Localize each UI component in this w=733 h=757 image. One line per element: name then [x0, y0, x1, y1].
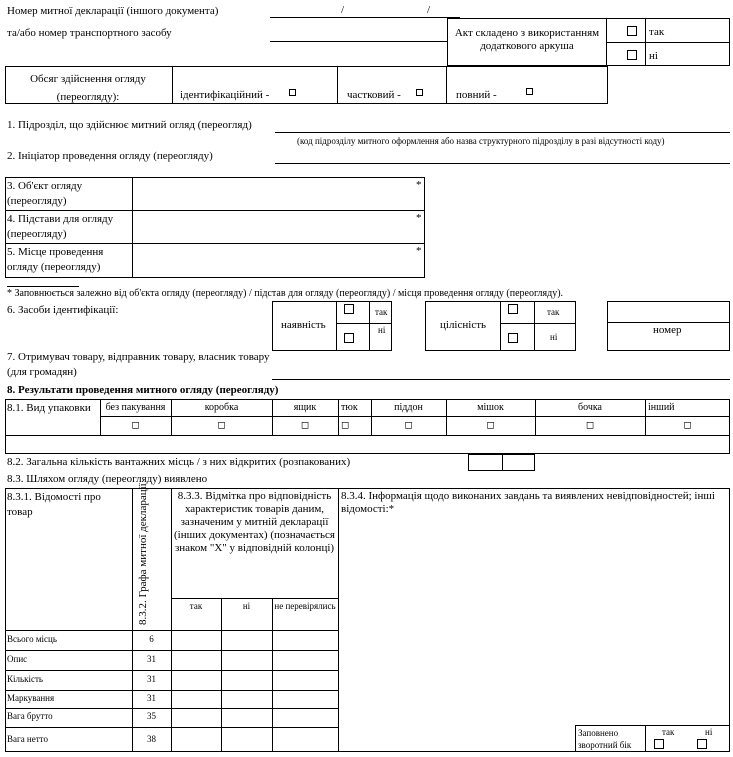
findings-input[interactable]	[340, 520, 728, 724]
number-label: номер	[653, 324, 682, 336]
transport-number-input[interactable]	[271, 20, 446, 40]
back-filled-label: Заповнено зворотний бік	[578, 728, 632, 750]
field3-input[interactable]	[134, 179, 412, 209]
col-findings-header: 8.3.4. Інформація щодо виконаних завдань та виявлених невідповідностей; інші відомості:*	[341, 490, 715, 515]
row-declaration-box: 31	[147, 693, 156, 703]
integrity-yes-label: так	[547, 307, 560, 317]
row-name: Вага брутто	[7, 711, 53, 721]
field7-input[interactable]	[274, 362, 728, 378]
integrity-no-checkbox[interactable]	[508, 333, 518, 343]
integrity-label: цілісність	[440, 319, 487, 331]
field1-label: 1. Підрозділ, що здійснює митний огляд (переогляд)	[7, 119, 252, 131]
pack-type-checkbox[interactable]: ◻	[131, 420, 140, 431]
pack-type-header: коробка	[204, 402, 239, 413]
pack-type-checkbox[interactable]: ◻	[585, 420, 595, 431]
extra-sheet-label: Акт складено з використанням додаткового аркуша	[454, 27, 600, 52]
row-declaration-box: 31	[147, 674, 156, 684]
presence-yes-label: так	[375, 307, 388, 317]
sub-col-no: ні	[242, 601, 251, 611]
integrity-yes-checkbox[interactable]	[508, 304, 518, 314]
field4-label: 4. Підстави для огляду (переогляду)	[7, 213, 114, 240]
row-declaration-box: 35	[147, 711, 156, 721]
row-name: Кількість	[7, 674, 44, 684]
sub-col-unchecked: не перевірялись	[274, 601, 336, 611]
pack-type-header: без пакування	[105, 402, 166, 413]
results-title: 8. Результати проведення митного огляду (переогляду)	[7, 384, 279, 396]
col-goods-info-header: 8.3.1. Відомості про товар	[7, 491, 101, 518]
scope-full-label: повний -	[456, 89, 497, 101]
extra-sheet-yes-checkbox[interactable]	[627, 26, 637, 36]
presence-no-label: ні	[378, 325, 386, 335]
back-filled-yes-checkbox[interactable]	[654, 739, 664, 749]
row-name: Маркування	[7, 693, 55, 703]
pack-type-header: піддон	[394, 402, 423, 413]
transport-label: та/або номер транспортного засобу	[7, 27, 172, 39]
field4-asterisk: *	[416, 212, 422, 224]
scope-identification-checkbox[interactable]	[289, 89, 296, 96]
scope-full-checkbox[interactable]	[526, 88, 533, 95]
opened-places-input[interactable]	[504, 455, 533, 470]
col-declaration-box-header: 8.3.2. Графа митної декларації	[137, 483, 149, 625]
footnote: * Заповнюється залежно від об'єкта огляду (переогляду) / підстав для огляду (переогляду) / місця проведення огляду (переогляду).	[7, 288, 564, 299]
field2-label: 2. Ініціатор проведення огляду (переогляду)	[7, 150, 213, 162]
row-declaration-box: 6	[149, 634, 154, 644]
row-name: Опис	[7, 654, 28, 664]
decl-number-label: Номер митної декларації (іншого документа)	[7, 5, 219, 17]
col-conformity-header: 8.3.3. Відмітка про відповідність характеристик товарів даним, зазначеним у митній декларації (інших документах) (позначається знаком "Х" у відповідній колонці)	[174, 490, 335, 554]
field6-label: 6. Засоби ідентифікації:	[7, 304, 119, 316]
scope-partial-checkbox[interactable]	[416, 89, 423, 96]
pack-type-checkbox[interactable]: ◻	[341, 420, 350, 431]
field7-label: 7. Отримувач товару, відправник товару, власник товару (для громадян)	[7, 351, 270, 378]
pack-type-checkbox[interactable]: ◻	[404, 420, 413, 431]
row-name: Вага нетто	[7, 734, 48, 744]
field5-asterisk: *	[416, 245, 422, 257]
row-declaration-box: 31	[147, 654, 156, 664]
row-name: Всього місць	[7, 634, 57, 644]
pack-type-checkbox[interactable]: ◻	[217, 420, 226, 431]
found-by-label: 8.3. Шляхом огляду (переогляду) виявлено	[7, 473, 208, 485]
pack-type-checkbox[interactable]: ◻	[486, 420, 495, 431]
scope-label: Обсяг здійснення огляду (переогляду):	[30, 73, 146, 103]
scope-identification-label: ідентифікаційний -	[180, 89, 270, 101]
back-filled-yes-label: так	[662, 727, 675, 737]
pack-type-header: ящик	[293, 402, 317, 413]
slash-separator: /	[341, 4, 345, 16]
row-declaration-box: 38	[147, 734, 156, 744]
back-filled-no-checkbox[interactable]	[697, 739, 707, 749]
presence-no-checkbox[interactable]	[344, 333, 354, 343]
identification-number-input[interactable]	[609, 303, 728, 321]
field1-hint: (код підрозділу митного оформлення або назва структурного підрозділу в разі відсутності коду)	[297, 136, 665, 146]
field1-input[interactable]	[276, 116, 728, 132]
total-places-label: 8.2. Загальна кількість вантажних місць / з них відкритих (розпакованих)	[7, 456, 351, 468]
sub-col-yes: так	[189, 601, 203, 611]
pack-type-checkbox[interactable]: ◻	[300, 420, 310, 431]
pack-type-header: бочка	[577, 402, 602, 413]
field3-label: 3. Об'єкт огляду (переогляду)	[7, 180, 83, 207]
pack-type-header: мішок	[477, 402, 504, 413]
decl-number-input-part2[interactable]	[350, 3, 422, 17]
field2-input[interactable]	[276, 148, 728, 163]
field5-label: 5. Місце проведення огляду (переогляду)	[7, 246, 104, 273]
field5-input[interactable]	[134, 245, 412, 276]
extra-sheet-no-label: ні	[649, 50, 658, 62]
pack-type-header: інший	[648, 402, 675, 413]
slash-separator: /	[427, 4, 431, 16]
extra-sheet-yes-label: так	[649, 26, 665, 38]
pack-type-label: 8.1. Вид упаковки	[7, 402, 91, 414]
scope-partial-label: частковий -	[347, 89, 401, 101]
total-places-input[interactable]	[470, 455, 500, 470]
presence-label: наявність	[281, 319, 326, 331]
integrity-no-label: ні	[550, 332, 558, 342]
extra-sheet-no-checkbox[interactable]	[627, 50, 637, 60]
pack-type-checkbox[interactable]: ◻	[683, 420, 692, 431]
pack-type-other-input[interactable]	[7, 437, 728, 452]
presence-yes-checkbox[interactable]	[344, 304, 354, 314]
back-filled-no-label: ні	[705, 727, 713, 737]
field4-input[interactable]	[134, 212, 412, 242]
pack-type-header: тюк	[341, 402, 358, 413]
field3-asterisk: *	[416, 179, 422, 191]
decl-number-input-part1[interactable]	[273, 3, 333, 17]
